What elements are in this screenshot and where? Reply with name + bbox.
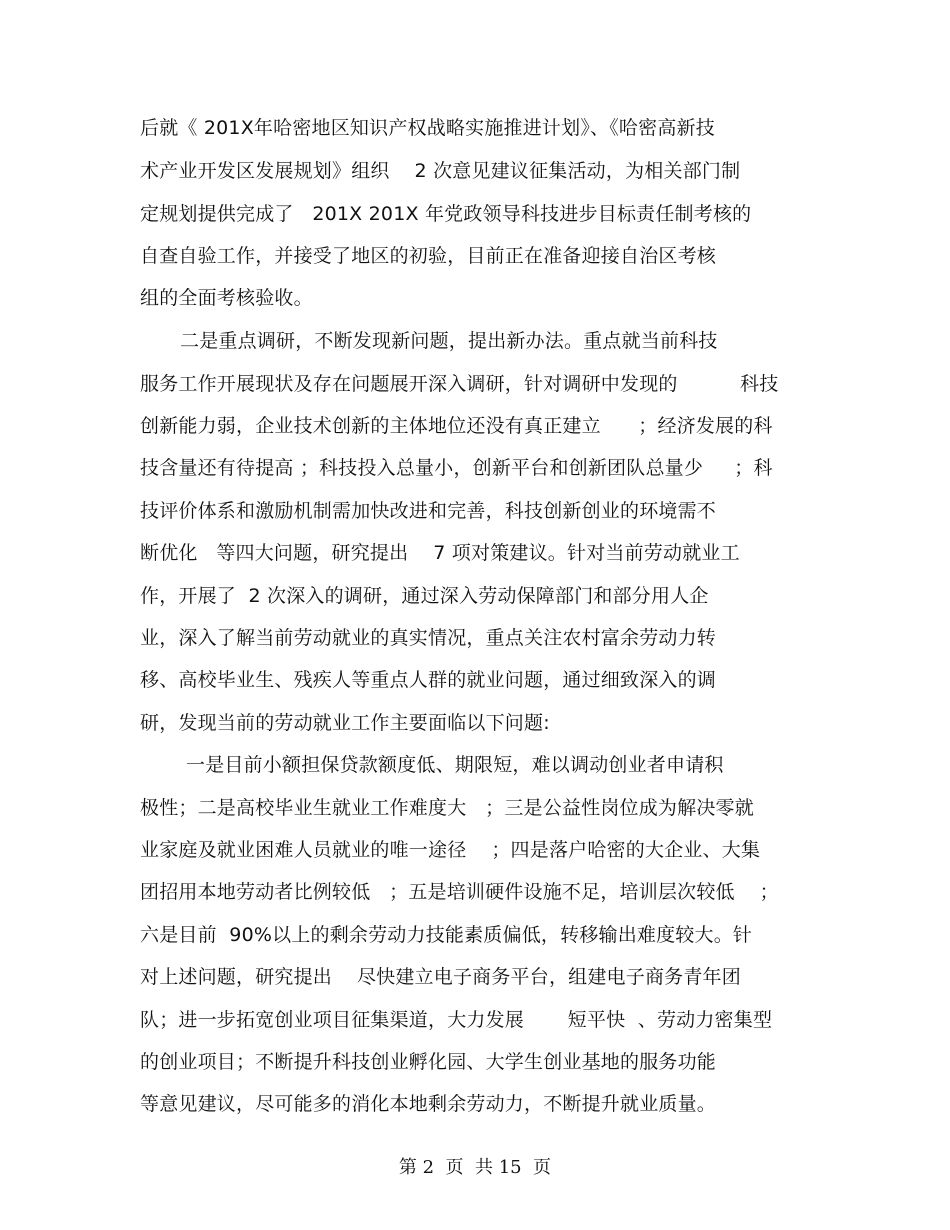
text-line-11: 断优化 等四大问题，研究提出 7 项对策建议。针对当前劳动就业工 <box>140 542 740 564</box>
text-line-15: 研，发现当前的劳动就业工作主要面临以下问题: <box>140 712 550 734</box>
paragraph-2-line-1: 二是重点调研，不断发现新问题，提出新办法。重点就当前科技 <box>180 330 718 352</box>
text-line-23: 的创业项目；不断提升科技创业孵化园、大学生创业基地的服务功能 <box>140 1051 717 1073</box>
text-line-10: 技评价体系和激励机制需加快改进和完善，科技创新创业的环境需不 <box>140 500 717 522</box>
text-line-12: 作，开展了 2 次深入的调研，通过深入劳动保障部门和部分用人企 <box>140 585 709 607</box>
text-line-17: 极性；二是高校毕业生就业工作难度大 ；三是公益性岗位成为解决零就 <box>140 797 754 819</box>
text-line-19: 团招用本地劳动者比例较低 ；五是培训硬件设施不足，培训层次较低 ； <box>140 881 779 903</box>
text-line-20: 六是目前 90%以上的剩余劳动力技能素质偏低，转移输出难度较大。针 <box>140 924 753 946</box>
text-line-22: 队；进一步拓宽创业项目征集渠道，大力发展 短平快 、劳动力密集型 <box>140 1009 773 1031</box>
paragraph-3-line-1: 一是目前小额担保贷款额度低、期限短，难以调动创业者申请积 <box>186 754 724 776</box>
text-line-4: 自查自验工作，并接受了地区的初验，目前正在准备迎接自治区考核 <box>140 245 717 267</box>
text-line-21: 对上述问题，研究提出 尽快建立电子商务平台，组建电子商务青年团 <box>140 966 741 988</box>
page-number-footer: 第 2 页 共 15 页 <box>398 1157 552 1178</box>
text-line-5: 组的全面考核验收。 <box>140 287 313 309</box>
text-line-1: 后就《 201X年哈密地区知识产权战略实施推进计划》、《哈密高新技 <box>140 117 715 139</box>
text-line-18: 业家庭及就业困难人员就业的唯一途径 ；四是落户哈密的大企业、大集 <box>140 839 761 861</box>
text-line-14: 移、高校毕业生、残疾人等重点人群的就业问题，通过细致深入的调 <box>140 669 717 691</box>
text-line-13: 业，深入了解当前劳动就业的真实情况，重点关注农村富余劳动力转 <box>140 627 717 649</box>
text-line-8: 创新能力弱，企业技术创新的主体地位还没有真正建立 ；经济发展的科 <box>140 415 773 437</box>
text-line-3: 定规划提供完成了 201X 201X 年党政领导科技进步目标责任制考核的 <box>140 203 752 225</box>
text-line-24: 等意见建议，尽可能多的消化本地剩余劳动力，不断提升就业质量。 <box>140 1093 717 1115</box>
text-line-2: 术产业开发区发展规划》组织 2 次意见建议征集活动，为相关部门制 <box>140 160 741 182</box>
text-line-7: 服务工作开展现状及存在问题展开深入调研，针对调研中发现的 科技 <box>140 373 779 395</box>
text-line-9: 技含量还有待提高 ；科技投入总量小，创新平台和创新团队总量少 ；科 <box>140 457 773 479</box>
